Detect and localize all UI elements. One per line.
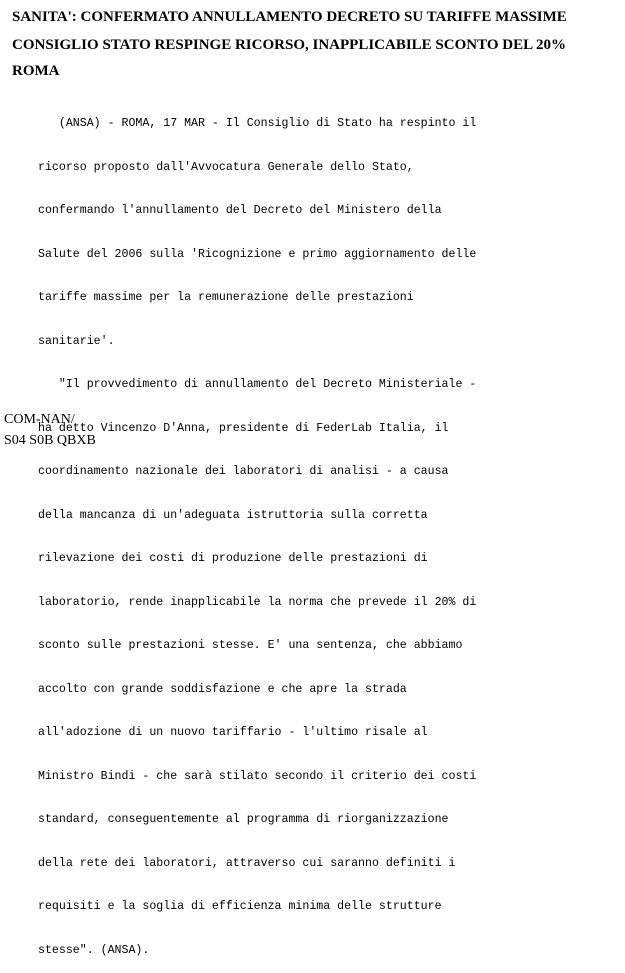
body-line: ricorso proposto dall'Avvocatura Generale dello Stato, (38, 160, 414, 174)
body-line: della rete dei laboratori, attraverso cui saranno definiti i (38, 856, 456, 870)
body-line: requisiti e la soglia di efficienza minima delle strutture (38, 900, 442, 913)
body-line: ha detto Vincenzo D'Anna, presidente di FederLab Italia, il (38, 421, 449, 435)
body-line: confermando l'annullamento del Decreto del Ministero della (38, 204, 442, 217)
body-line: rilevazione dei costi di produzione delle prestazioni di (38, 552, 428, 565)
body-line: (ANSA) - ROMA, 17 MAR - Il Consiglio di Stato ha respinto il (38, 117, 477, 130)
footer-code-line-2: S04 S0B QBXB (4, 433, 96, 448)
headline-line-3: ROMA (12, 63, 60, 79)
body-line: Ministro Bindi - che sarà stilato secondo il criterio dei costi (38, 769, 477, 783)
headline-line-1: SANITA': CONFERMATO ANNULLAMENTO DECRETO SU TARIFFE MASSIME (12, 9, 567, 25)
body-line: stesse". (ANSA). (38, 943, 150, 957)
body-line: accolto con grande soddisfazione e che apre la strada (38, 682, 407, 696)
body-line: coordinamento nazionale dei laboratori di analisi - a causa (38, 465, 449, 478)
body-line: della mancanza di un'adeguata istruttoria sulla corretta (38, 508, 428, 522)
body-line: "Il provvedimento di annullamento del Decreto Ministeriale - (38, 378, 477, 391)
body-line: sconto sulle prestazioni stesse. E' una sentenza, che abbiamo (38, 639, 463, 652)
footer-code-line-1: COM-NAN/ (4, 412, 75, 427)
body-line: tariffe massime per la remunerazione delle prestazioni (38, 291, 414, 304)
headline-line-2: CONSIGLIO STATO RESPINGE RICORSO, INAPPLICABILE SCONTO DEL 20% (12, 37, 567, 53)
body-line: laboratorio, rende inapplicabile la norma che prevede il 20% di (38, 595, 477, 609)
body-line: standard, conseguentemente al programma di riorganizzazione (38, 813, 449, 826)
body-line: Salute del 2006 sulla 'Ricognizione e primo aggiornamento delle (38, 247, 477, 261)
article-body (38, 88, 618, 973)
body-line: sanitarie'. (38, 334, 115, 348)
body-line: all'adozione di un nuovo tariffario - l'ultimo risale al (38, 726, 428, 739)
